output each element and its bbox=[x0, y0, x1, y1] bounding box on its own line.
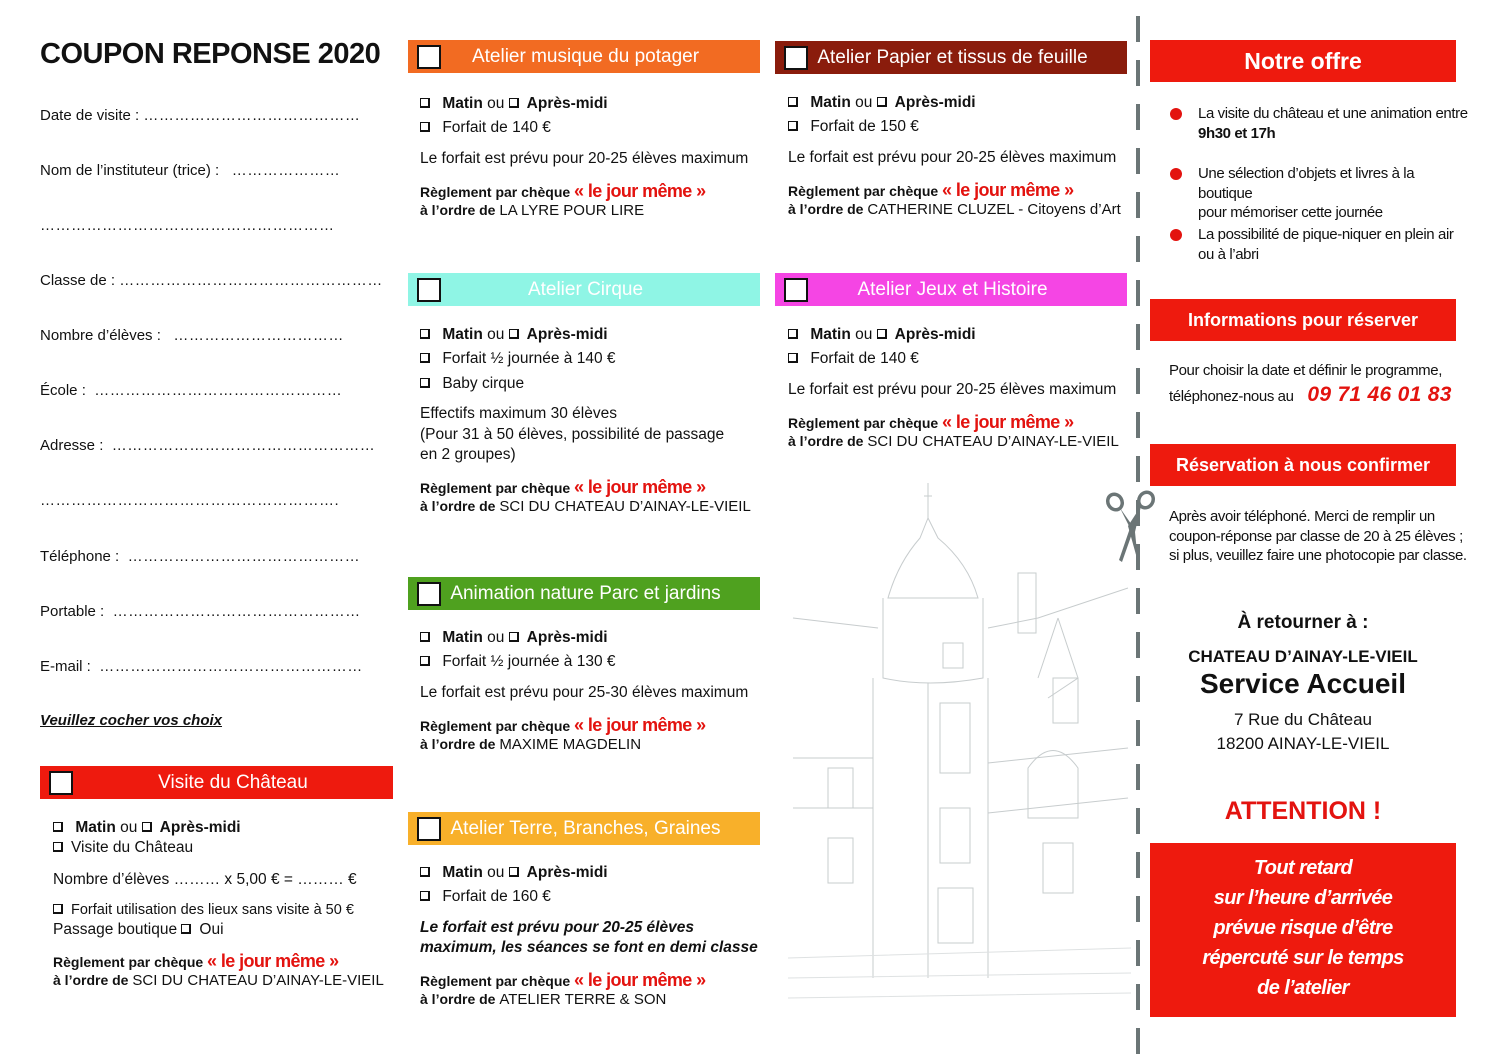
ordre-label: à l’ordre de bbox=[420, 202, 496, 219]
field-dots: ………………………………………… bbox=[112, 603, 361, 620]
attention-line: sur l’heure d’arrivée bbox=[1213, 887, 1393, 909]
castle-sketch bbox=[788, 478, 1131, 1018]
boutique-label: Passage boutique bbox=[53, 921, 178, 939]
checkbox-icon[interactable] bbox=[420, 867, 430, 877]
checkbox-icon[interactable] bbox=[420, 656, 430, 666]
ou-label: ou bbox=[487, 326, 505, 343]
checkbox-icon[interactable] bbox=[420, 122, 430, 132]
checkbox-icon[interactable] bbox=[509, 632, 519, 642]
checkbox-icon[interactable] bbox=[877, 329, 887, 339]
offre-item bbox=[1170, 164, 1470, 223]
checkbox-icon[interactable] bbox=[53, 842, 63, 852]
option-label: Forfait ½ journée à 140 € bbox=[442, 350, 616, 368]
ordre-label: à l’ordre de bbox=[420, 991, 496, 1008]
attention-box bbox=[1150, 843, 1456, 1017]
infos-line: téléphonez-nous au bbox=[1169, 387, 1294, 405]
field-label: Nom de l’instituteur (trice) : bbox=[40, 162, 220, 179]
field-dots: …………………………………………… bbox=[119, 272, 383, 289]
apres-midi-label: Après-midi bbox=[526, 326, 608, 343]
ou-label: ou bbox=[855, 94, 873, 111]
option-line bbox=[788, 116, 1121, 138]
atelier-block bbox=[788, 324, 1119, 453]
option-line bbox=[420, 651, 748, 673]
checkbox-icon[interactable] bbox=[788, 121, 798, 131]
payee: SCI DU CHATEAU D’AINAY-LE-VIEIL bbox=[499, 497, 751, 515]
note-line: en 2 groupes) bbox=[420, 445, 516, 463]
attention-line: de l’atelier bbox=[1257, 977, 1349, 999]
apres-midi-label: Après-midi bbox=[894, 94, 976, 111]
matin-label: Matin bbox=[442, 95, 483, 112]
option-line bbox=[420, 348, 751, 370]
checkbox-icon[interactable] bbox=[53, 904, 63, 914]
field-label: E-mail : bbox=[40, 658, 91, 675]
checkbox[interactable] bbox=[49, 771, 73, 795]
option-line bbox=[788, 348, 1119, 370]
reservation-line: si plus, veuillez faire une photocopie par classe. bbox=[1169, 547, 1467, 564]
reglement-label: Règlement par chèque bbox=[788, 183, 939, 200]
reglement-label: Règlement par chèque bbox=[420, 184, 571, 201]
checkbox-icon[interactable] bbox=[788, 353, 798, 363]
jour-meme-label: « le jour même » bbox=[574, 715, 706, 736]
offre-header: Notre offre bbox=[1150, 40, 1456, 82]
section-title: Visite du Château bbox=[158, 771, 308, 793]
nombre-eleves-calc: Nombre d’élèves ……… x 5,00 € = ……… € bbox=[53, 870, 357, 888]
checkbox[interactable] bbox=[417, 817, 441, 841]
checkbox-icon[interactable] bbox=[788, 97, 798, 107]
section-title: Atelier Cirque bbox=[527, 278, 644, 300]
retour-street: 7 Rue du Château bbox=[1234, 710, 1372, 729]
field-telephone[interactable] bbox=[40, 548, 390, 565]
option-label: Forfait de 160 € bbox=[442, 888, 551, 906]
field-dots: …………………………………………………. bbox=[40, 492, 340, 509]
matin-label: Matin bbox=[810, 326, 851, 343]
section-title: Atelier Jeux et Histoire bbox=[857, 278, 1048, 300]
reservation-line: Après avoir téléphoné. Merci de remplir un bbox=[1169, 508, 1435, 525]
ou-label: ou bbox=[487, 864, 505, 881]
checkbox-icon[interactable] bbox=[509, 98, 519, 108]
ou-label: ou bbox=[487, 95, 505, 112]
apres-midi-label: Après-midi bbox=[894, 326, 976, 343]
option-line bbox=[420, 886, 758, 908]
section-title: Atelier musique du potager bbox=[471, 45, 700, 67]
jour-meme-label: « le jour même » bbox=[942, 180, 1074, 201]
field-dots: ……………………………………… bbox=[127, 548, 361, 565]
checkbox[interactable] bbox=[784, 278, 808, 302]
field-dots: …………………………… bbox=[173, 327, 344, 344]
attention-line: répercuté sur le temps bbox=[1202, 947, 1404, 969]
section-title: Atelier Terre, Branches, Graines bbox=[450, 817, 721, 839]
field-ecole[interactable] bbox=[40, 382, 390, 399]
retour-label: À retourner à : bbox=[1237, 612, 1369, 633]
bullet-icon bbox=[1170, 229, 1182, 241]
checkbox-icon[interactable] bbox=[53, 822, 63, 832]
note-line: Le forfait est prévu pour 20-25 élèves maximum bbox=[788, 380, 1117, 398]
reglement-label: Règlement par chèque bbox=[53, 953, 204, 970]
matin-label: Matin bbox=[75, 819, 116, 836]
field-dots: ………………… bbox=[231, 162, 341, 179]
offre-hours: 9h30 et 17h bbox=[1198, 124, 1276, 142]
field-adresse[interactable] bbox=[40, 437, 390, 454]
atelier-header[interactable] bbox=[408, 812, 760, 845]
note-line: Le forfait est prévu pour 20-25 élèves bbox=[420, 918, 694, 936]
payee: LA LYRE POUR LIRE bbox=[499, 202, 645, 220]
field-instituteur-cont[interactable] bbox=[40, 217, 390, 234]
field-label: Classe de : bbox=[40, 272, 116, 289]
option-label: Forfait utilisation des lieux sans visite à 50 € bbox=[71, 902, 354, 919]
note-line: (Pour 31 à 50 élèves, possibilité de passage bbox=[420, 425, 725, 443]
bullet-icon bbox=[1170, 168, 1182, 180]
field-date-visite[interactable] bbox=[40, 107, 390, 124]
payee: SCI DU CHATEAU D’AINAY-LE-VIEIL bbox=[867, 433, 1119, 451]
atelier-header[interactable] bbox=[775, 41, 1127, 74]
payee: CATHERINE CLUZEL - Citoyens d’Art bbox=[867, 201, 1121, 219]
jour-meme-label: « le jour même » bbox=[942, 412, 1074, 433]
bullet-icon bbox=[1170, 108, 1182, 120]
reglement-label: Règlement par chèque bbox=[420, 718, 571, 735]
field-label: Portable : bbox=[40, 603, 105, 620]
option-label: Forfait ½ journée à 130 € bbox=[442, 653, 616, 671]
matin-label: Matin bbox=[442, 864, 483, 881]
option-line bbox=[420, 117, 748, 139]
field-nombre-eleves[interactable] bbox=[40, 327, 390, 344]
atelier-header[interactable] bbox=[775, 273, 1127, 306]
checkbox-icon[interactable] bbox=[181, 924, 191, 934]
checkbox-icon[interactable] bbox=[420, 378, 430, 388]
field-dots: …………………………………… bbox=[143, 107, 361, 124]
page-title: COUPON REPONSE 2020 bbox=[40, 38, 381, 70]
offre-text: Une sélection d’objets et livres à la boutique bbox=[1198, 165, 1415, 202]
checkbox-icon[interactable] bbox=[788, 329, 798, 339]
atelier-header[interactable] bbox=[408, 40, 760, 73]
field-label: Nombre d’élèves : bbox=[40, 327, 161, 344]
field-classe[interactable] bbox=[40, 272, 390, 289]
oui-label: Oui bbox=[199, 921, 224, 939]
reservation-header: Réservation à nous confirmer bbox=[1150, 444, 1456, 486]
payee: MAXIME MAGDELIN bbox=[499, 736, 642, 754]
note-line: Le forfait est prévu pour 25-30 élèves maximum bbox=[420, 683, 749, 701]
field-dots: …………………………………………… bbox=[99, 658, 363, 675]
matin-label: Matin bbox=[442, 326, 483, 343]
note-line: Le forfait est prévu pour 20-25 élèves maximum bbox=[420, 149, 749, 167]
field-label: Date de visite : bbox=[40, 107, 140, 124]
choose-instruction: Veuillez cocher vos choix bbox=[40, 712, 223, 729]
checkbox[interactable] bbox=[417, 45, 441, 69]
jour-meme-label: « le jour même » bbox=[574, 970, 706, 991]
field-dots: ………………………………………… bbox=[94, 382, 343, 399]
phone-number[interactable]: 09 71 46 01 83 bbox=[1307, 382, 1452, 406]
field-label: École : bbox=[40, 382, 86, 399]
offre-text: pour mémoriser cette journée bbox=[1198, 204, 1383, 221]
checkbox-icon[interactable] bbox=[420, 353, 430, 363]
atelier-header[interactable] bbox=[408, 577, 760, 610]
ordre-label: à l’ordre de bbox=[788, 433, 864, 450]
infos-text bbox=[1169, 361, 1452, 408]
checkbox[interactable] bbox=[417, 582, 441, 606]
apres-midi-label: Après-midi bbox=[159, 819, 241, 836]
note-line: maximum, les séances se font en demi classe bbox=[420, 939, 758, 957]
ou-label: ou bbox=[487, 629, 505, 646]
ordre-label: à l’ordre de bbox=[420, 736, 496, 753]
checkbox-icon[interactable] bbox=[420, 891, 430, 901]
reglement-label: Règlement par chèque bbox=[420, 479, 571, 496]
checkbox[interactable] bbox=[417, 278, 441, 302]
jour-meme-label: « le jour même » bbox=[574, 181, 706, 202]
retour-service: Service Accueil bbox=[1200, 668, 1406, 699]
checkbox-icon[interactable] bbox=[420, 632, 430, 642]
field-label: Adresse : bbox=[40, 437, 104, 454]
field-portable[interactable] bbox=[40, 603, 390, 620]
atelier-block bbox=[420, 627, 748, 756]
offre-text: La visite du château et une animation entre bbox=[1198, 105, 1468, 122]
checkbox-icon[interactable] bbox=[420, 98, 430, 108]
apres-midi-label: Après-midi bbox=[526, 95, 608, 112]
checkbox-icon[interactable] bbox=[142, 822, 152, 832]
payee: ATELIER TERRE & SON bbox=[499, 991, 667, 1009]
offre-text: La possibilité de pique-niquer en plein air bbox=[1198, 226, 1454, 243]
checkbox[interactable] bbox=[784, 46, 808, 70]
option-label: Baby cirque bbox=[442, 374, 525, 392]
reglement-label: Règlement par chèque bbox=[788, 415, 939, 432]
section-title: Animation nature Parc et jardins bbox=[450, 582, 721, 604]
retour-name: CHATEAU D’AINAY-LE-VIEIL bbox=[1188, 647, 1418, 666]
offre-item bbox=[1170, 225, 1470, 264]
atelier-block bbox=[420, 93, 748, 222]
attention-line: prévue risque d’être bbox=[1213, 917, 1393, 939]
field-email[interactable] bbox=[40, 658, 390, 675]
option-label: Forfait de 150 € bbox=[810, 118, 919, 136]
infos-line: Pour choisir la date et définir le programme, bbox=[1169, 362, 1442, 379]
apres-midi-label: Après-midi bbox=[526, 864, 608, 881]
ordre-label: à l’ordre de bbox=[420, 497, 496, 514]
ordre-label: à l’ordre de bbox=[53, 971, 129, 988]
scissors-icon bbox=[1104, 488, 1156, 564]
visite-block bbox=[53, 817, 384, 992]
atelier-block bbox=[788, 92, 1121, 221]
field-dots: …………………………………………… bbox=[111, 437, 376, 454]
checkbox-icon[interactable] bbox=[509, 329, 519, 339]
note-line: Le forfait est prévu pour 20-25 élèves maximum bbox=[788, 148, 1117, 166]
attention-line: Tout retard bbox=[1253, 857, 1353, 879]
field-instituteur[interactable] bbox=[40, 162, 390, 179]
reglement-label: Règlement par chèque bbox=[420, 973, 571, 990]
infos-header: Informations pour réserver bbox=[1150, 299, 1456, 341]
payee: SCI DU CHATEAU D’AINAY-LE-VIEIL bbox=[132, 971, 384, 989]
atelier-block bbox=[420, 324, 751, 518]
attention-title: ATTENTION ! bbox=[1224, 797, 1382, 825]
reservation-text bbox=[1169, 507, 1467, 566]
checkbox-icon[interactable] bbox=[420, 329, 430, 339]
reservation-line: coupon-réponse par classe de 20 à 25 élèves ; bbox=[1169, 527, 1463, 545]
option-label: Visite du Château bbox=[71, 839, 194, 857]
atelier-header[interactable] bbox=[408, 273, 760, 306]
checkbox-icon[interactable] bbox=[877, 97, 887, 107]
field-adresse-cont[interactable] bbox=[40, 492, 390, 509]
offre-item bbox=[1170, 104, 1470, 143]
jour-meme-label: « le jour même » bbox=[574, 476, 706, 497]
matin-label: Matin bbox=[810, 94, 851, 111]
ou-label: ou bbox=[120, 819, 138, 836]
option-label: Forfait de 140 € bbox=[810, 350, 919, 368]
matin-label: Matin bbox=[442, 629, 483, 646]
jour-meme-label: « le jour même » bbox=[207, 950, 339, 971]
offre-text: ou à l’abri bbox=[1198, 245, 1259, 263]
atelier-block bbox=[420, 862, 758, 1011]
checkbox-icon[interactable] bbox=[509, 867, 519, 877]
apres-midi-label: Après-midi bbox=[526, 629, 608, 646]
ou-label: ou bbox=[855, 326, 873, 343]
option-label: Forfait de 140 € bbox=[442, 119, 551, 137]
visite-header[interactable] bbox=[40, 766, 393, 799]
field-dots: ………………………………………………… bbox=[40, 217, 335, 234]
field-label: Téléphone : bbox=[40, 548, 120, 565]
note-line: Effectifs maximum 30 élèves bbox=[420, 405, 617, 423]
section-title: Atelier Papier et tissus de feuille bbox=[817, 46, 1088, 68]
ordre-label: à l’ordre de bbox=[788, 201, 864, 218]
retour-city: 18200 AINAY-LE-VIEIL bbox=[1216, 734, 1390, 753]
option-line bbox=[420, 373, 751, 395]
